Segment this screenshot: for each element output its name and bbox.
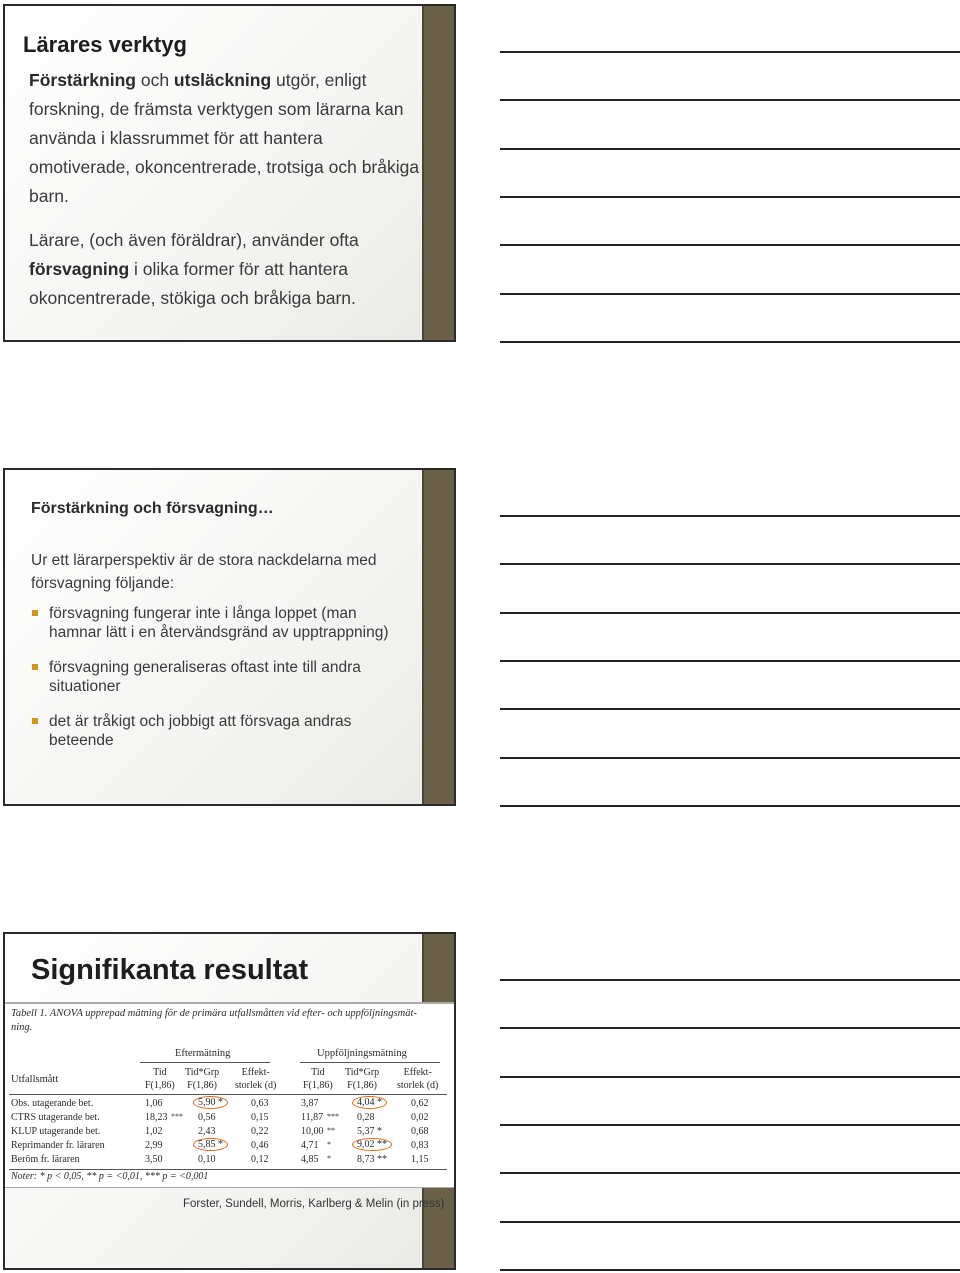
note-line: [500, 293, 960, 295]
slide-2: [3, 468, 456, 806]
note-line: [500, 1124, 960, 1126]
table-cell: **: [327, 1126, 335, 1135]
table-cell: 3,50: [145, 1154, 163, 1165]
paragraph-text: i olika former för att hantera okoncentrerade, stökiga och bråkiga barn.: [29, 259, 356, 308]
table-cell: 0,46: [251, 1140, 269, 1151]
col-head: Tid F(1,86): [145, 1067, 175, 1091]
group-header: Eftermätning: [175, 1048, 231, 1059]
table-cell: ***: [171, 1112, 183, 1121]
stub-header: Utfallsmått: [11, 1074, 59, 1085]
bullet-text: försvagning fungerar inte i långa loppet (man hamnar lätt i en återvändsgränd av upptrappning): [49, 605, 389, 641]
row-label: Obs. utagerande bet.: [11, 1098, 94, 1109]
bullet-square-icon: [32, 718, 38, 724]
table-cell: 0,68: [411, 1126, 429, 1137]
table-cell: 0,10: [198, 1154, 216, 1165]
strong-term: försvagning: [29, 259, 130, 279]
table-caption: Tabell 1. ANOVA upprepad mätning för de primära utfallsmåtten vid efter- och uppföljningsmät-: [11, 1008, 417, 1019]
bullet-list: [31, 604, 411, 766]
note-line: [500, 515, 960, 517]
note-line: [500, 1172, 960, 1174]
table-cell: 1,15: [411, 1154, 429, 1165]
table-cell: 0,12: [251, 1154, 269, 1165]
table-cell: 0,02: [411, 1112, 429, 1123]
note-line: [500, 708, 960, 710]
slide-title: Lärares verktyg: [23, 32, 187, 57]
bullet-text: försvagning generaliseras oftast inte till andra situationer: [49, 659, 361, 695]
table-cell: ***: [327, 1112, 339, 1121]
note-line: [500, 1027, 960, 1029]
note-line: [500, 1269, 960, 1271]
table-cell: 0,15: [251, 1112, 269, 1123]
bullet-item: [31, 712, 411, 750]
note-line: [500, 563, 960, 565]
table-cell: 0,22: [251, 1126, 269, 1137]
table-cell: 1,02: [145, 1126, 163, 1137]
row-label: Beröm fr. läraren: [11, 1154, 80, 1165]
bullet-item: [31, 604, 411, 642]
table-cell: 5,90 *: [193, 1096, 228, 1109]
slide-3: [3, 932, 456, 1270]
table-cell: 5,37 *: [357, 1126, 382, 1137]
note-line: [500, 660, 960, 662]
note-line: [500, 148, 960, 150]
col-head: Tid*Grp F(1,86): [185, 1067, 220, 1091]
table-caption-cont: ning.: [11, 1022, 33, 1033]
table-cell: 18,23: [145, 1112, 168, 1123]
table-cell: 5,85 *: [193, 1138, 228, 1151]
paragraph-text: Lärare, (och även föräldrar), använder ofta: [29, 230, 359, 250]
table-cell: 4,04 *: [352, 1096, 387, 1109]
note-line: [500, 244, 960, 246]
note-line: [500, 51, 960, 53]
table-rule: [9, 1094, 447, 1095]
table-cell: 1,06: [145, 1098, 163, 1109]
table-cell: 11,87: [301, 1112, 324, 1123]
note-line: [500, 979, 960, 981]
strong-term: Förstärkning: [29, 70, 136, 90]
results-table-image: [5, 1002, 454, 1188]
row-label: Reprimander fr. läraren: [11, 1140, 105, 1151]
note-line: [500, 757, 960, 759]
table-cell: 3,87: [301, 1098, 319, 1109]
slide-title: Förstärkning och försvagning…: [31, 500, 274, 517]
row-label: CTRS utagerande bet.: [11, 1112, 100, 1123]
slide-paragraph-1: [29, 66, 424, 211]
bullet-square-icon: [32, 664, 38, 670]
slide-intro: Ur ett lärarperspektiv är de stora nackdelarna med försvagning följande:: [31, 552, 377, 592]
table-cell: *: [327, 1154, 331, 1163]
group-rule: [140, 1062, 270, 1063]
col-head: Tid F(1,86): [303, 1067, 333, 1091]
table-rule: [9, 1169, 447, 1170]
table-cell: 0,28: [357, 1112, 375, 1123]
table-note: Noter: * p < 0,05, ** p = <0,01, *** p = <0,001: [11, 1171, 209, 1182]
table-cell: 0,83: [411, 1140, 429, 1151]
slide-1: [3, 4, 456, 342]
bullet-square-icon: [32, 610, 38, 616]
slide-accent-stripe: [422, 470, 454, 804]
citation: Forster, Sundell, Morris, Karlberg & Melin (in press): [183, 1198, 445, 1210]
note-line: [500, 1221, 960, 1223]
note-line: [500, 612, 960, 614]
table-cell: 9,02 **: [352, 1138, 392, 1151]
note-line: [500, 196, 960, 198]
table-cell: 2,99: [145, 1140, 163, 1151]
slide-accent-stripe: [422, 6, 454, 340]
col-head: Effekt- storlek (d): [397, 1067, 439, 1091]
paragraph-text: utgör, enligt forskning, de främsta verktygen som lärarna kan använda i klassrummet för att hantera omotiverade, okoncentrerade, trotsiga och bråkiga barn.: [29, 70, 420, 206]
table-cell: 0,56: [198, 1112, 216, 1123]
row-label: KLUP utagerande bet.: [11, 1126, 101, 1137]
table-cell: 10,00: [301, 1126, 324, 1137]
table-cell: 8,73 **: [357, 1154, 387, 1165]
table-cell: 0,62: [411, 1098, 429, 1109]
table-cell: 2,43: [198, 1126, 216, 1137]
slide-paragraph-2: [29, 226, 424, 313]
paragraph-text: och: [135, 70, 174, 90]
note-line: [500, 805, 960, 807]
col-head: Effekt- storlek (d): [235, 1067, 277, 1091]
group-header: Uppföljningsmätning: [317, 1048, 407, 1059]
bullet-text: det är tråkigt och jobbigt att försvaga andras beteende: [49, 713, 352, 749]
table-cell: 4,71: [301, 1140, 319, 1151]
strong-term: utsläckning: [173, 70, 272, 90]
col-head: Tid*Grp F(1,86): [345, 1067, 380, 1091]
bullet-item: [31, 658, 411, 696]
note-line: [500, 1076, 960, 1078]
slide-title: Signifikanta resultat: [31, 954, 309, 986]
note-line: [500, 99, 960, 101]
table-cell: 0,63: [251, 1098, 269, 1109]
table-cell: 4,85: [301, 1154, 319, 1165]
group-rule: [300, 1062, 440, 1063]
note-line: [500, 341, 960, 343]
table-cell: *: [327, 1140, 331, 1149]
